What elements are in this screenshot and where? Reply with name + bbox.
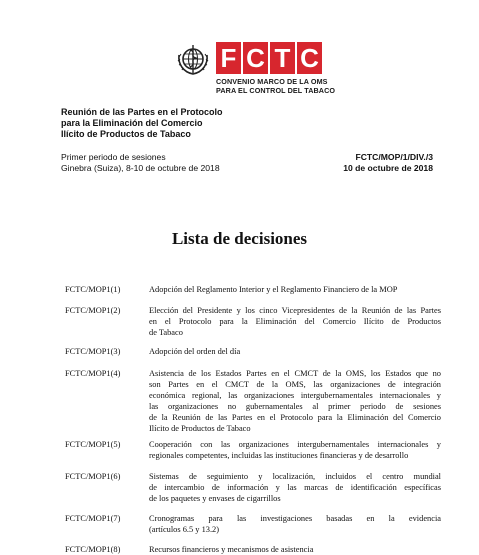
document-reference — [343, 152, 433, 174]
logo-subtitle-line2: PARA EL CONTROL DEL TABACO — [216, 86, 336, 95]
decision-title-line: regionales competentes, incluidas las instituciones financieras y de desarrollo — [149, 451, 409, 460]
session-info — [61, 152, 220, 174]
page-title: Lista de decisiones — [171, 229, 308, 248]
decision-title — [149, 471, 441, 504]
meeting-title-line: para la Eliminación del Comercio — [61, 118, 203, 128]
decision-title-line: Ilícito de Productos de Tabaco — [149, 424, 251, 433]
decision-code: FCTC/MOP1(2) — [65, 306, 121, 315]
decision-code: FCTC/MOP1(1) — [65, 285, 121, 294]
fctc-letters — [216, 42, 322, 74]
fctc-logo — [175, 42, 336, 102]
meeting-title — [61, 107, 321, 140]
decision-title — [149, 368, 441, 434]
decision-title — [149, 544, 441, 555]
decision-code: FCTC/MOP1(5) — [65, 440, 121, 449]
fctc-letter: C — [243, 42, 268, 74]
meeting-title-line: Reunión de las Partes en el Protocolo — [61, 107, 223, 117]
document-symbol: FCTC/MOP/1/DIV./3 — [355, 152, 433, 162]
decision-title-line: de los paquetes y envases de cigarrillos — [149, 494, 281, 503]
decision-title-line: de Tabaco — [149, 328, 183, 337]
session-location-date: Ginebra (Suiza), 8-10 de octubre de 2018 — [61, 163, 220, 173]
logo-subtitle-line1: CONVENIO MARCO DE LA OMS — [216, 77, 328, 86]
decision-title — [149, 305, 441, 338]
who-emblem-icon — [175, 42, 211, 78]
decision-title-line: Asistencia de los Estados Partes en el CMCT de la OMS, los Estados que no — [149, 369, 441, 378]
decision-code: FCTC/MOP1(4) — [65, 369, 121, 378]
decision-title — [149, 439, 441, 461]
decision-title-line: las organizaciones no gubernamentales al primer periodo de sesiones — [149, 402, 441, 411]
decision-title-line: (artículos 6.5 y 13.2) — [149, 525, 220, 534]
decision-title — [149, 284, 441, 295]
decision-title-line: en el Protocolo para la Eliminación del Comercio Ilícito de Productos — [149, 317, 441, 326]
decision-title-line: son Partes en el CMCT de la OMS, las organizaciones de integración — [149, 380, 441, 389]
decision-code: FCTC/MOP1(3) — [65, 347, 121, 356]
decision-title-line: Cronogramas para las investigaciones basadas en la evidencia — [149, 514, 441, 523]
decision-code: FCTC/MOP1(8) — [65, 545, 121, 554]
decision-title-line: Sistemas de seguimiento y localización, incluidos el centro mundial — [149, 472, 441, 481]
fctc-letter: F — [216, 42, 241, 74]
decision-title-line: Cooperación con las organizaciones intergubernamentales internacionales y — [149, 440, 441, 449]
meeting-title-line: Ilícito de Productos de Tabaco — [61, 129, 191, 139]
decision-title — [149, 513, 441, 535]
decision-title — [149, 346, 441, 357]
decision-title-line: de intercambio de información y las marcas de identificación específicas — [149, 483, 441, 492]
decision-title-line: de la Reunión de las Partes en el Protocolo para la Eliminación del Comercio — [149, 413, 441, 422]
session-name: Primer periodo de sesiones — [61, 152, 166, 162]
decision-code: FCTC/MOP1(7) — [65, 514, 121, 523]
document-date: 10 de octubre de 2018 — [343, 163, 433, 173]
fctc-letter: T — [270, 42, 295, 74]
decision-title-line: Adopción del Reglamento Interior y el Reglamento Financiero de la MOP — [149, 285, 398, 294]
decision-title-line: Recursos financieros y mecanismos de asistencia — [149, 545, 314, 554]
decision-title-line: Adopción del orden del día — [149, 347, 241, 356]
decision-title-line: económica regional, las organizaciones intergubernamentales internacionales y — [149, 391, 441, 400]
fctc-letter: C — [297, 42, 322, 74]
decision-title-line: Elección del Presidente y los cinco Vicepresidentes de la Reunión de las Partes — [149, 306, 441, 315]
decision-code: FCTC/MOP1(6) — [65, 472, 121, 481]
